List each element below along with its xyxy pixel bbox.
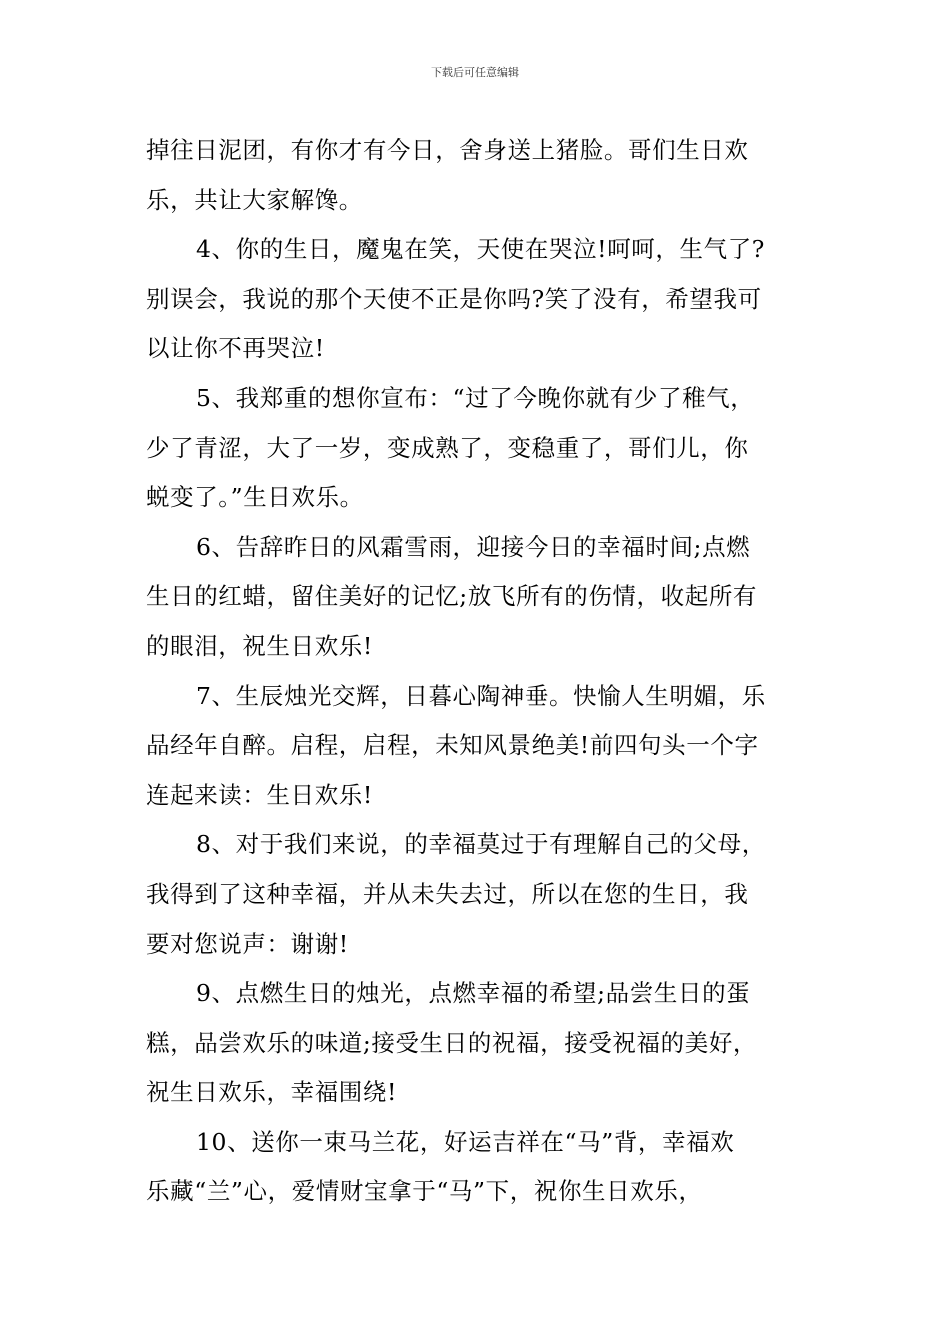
paragraph-item-4 <box>146 225 808 374</box>
text-line: 品经年自醉。启程，启程，未知风景绝美!前四句头一个字 <box>146 731 759 760</box>
text-line: 掉往日泥团，有你才有今日，舍身送上猪脸。哥们生日欢 <box>146 136 749 164</box>
paragraph-item-5 <box>146 374 808 523</box>
text-line: 糕，品尝欢乐的味道;接受生日的祝福，接受祝福的美好， <box>146 1028 758 1057</box>
text-line: 少了青涩，大了一岁，变成熟了，变稳重了，哥们儿，你 <box>146 433 749 462</box>
text-line: 5、我郑重的想你宣布：“过了今晚你就有少了稚气， <box>196 383 755 412</box>
header-note: 下载后可任意编辑 <box>431 66 519 79</box>
text-line: 以让你不再哭泣! <box>146 334 325 363</box>
paragraph-item-7 <box>146 672 808 821</box>
text-line: 祝生日欢乐，幸福围绕! <box>146 1078 398 1107</box>
text-line: 10、送你一束马兰花，好运吉祥在“马”背，幸福欢 <box>196 1127 735 1156</box>
text-line: 蜕变了。”生日欢乐。 <box>146 483 364 512</box>
body-text <box>146 126 808 1217</box>
text-line: 别误会，我说的那个天使不正是你吗?笑了没有，希望我可 <box>146 284 762 313</box>
text-line: 4、你的生日，魔鬼在笑，天使在哭泣!呵呵，生气了? <box>196 235 765 264</box>
text-line: 6、告辞昨日的风霜雪雨，迎接今日的幸福时间;点燃 <box>196 532 751 561</box>
paragraph-item-9 <box>146 969 808 1118</box>
text-line: 8、对于我们来说，的幸福莫过于有理解自己的父母， <box>196 830 766 859</box>
text-line: 生日的红蜡，留住美好的记忆;放飞所有的伤情，收起所有 <box>146 582 758 611</box>
paragraph-continuation <box>146 126 808 225</box>
text-line: 我得到了这种幸福，并从未失去过，所以在您的生日，我 <box>146 879 749 908</box>
text-line: 的眼泪，祝生日欢乐! <box>146 631 373 660</box>
text-line: 7、生辰烛光交辉，日暮心陶神垂。快愉人生明媚，乐 <box>196 681 766 710</box>
text-line: 乐，共让大家解馋。 <box>146 185 363 214</box>
paragraph-item-8 <box>146 820 808 969</box>
text-line: 要对您说声：谢谢! <box>146 929 349 958</box>
paragraph-item-10 <box>146 1118 808 1217</box>
text-line: 9、点燃生日的烛光，点燃幸福的希望;品尝生日的蛋 <box>196 979 751 1008</box>
text-line: 连起来读：生日欢乐! <box>146 780 373 809</box>
paragraph-item-6 <box>146 523 808 672</box>
text-line: 乐藏“兰”心，爱情财宝拿于“马”下，祝你生日欢乐， <box>146 1177 703 1206</box>
